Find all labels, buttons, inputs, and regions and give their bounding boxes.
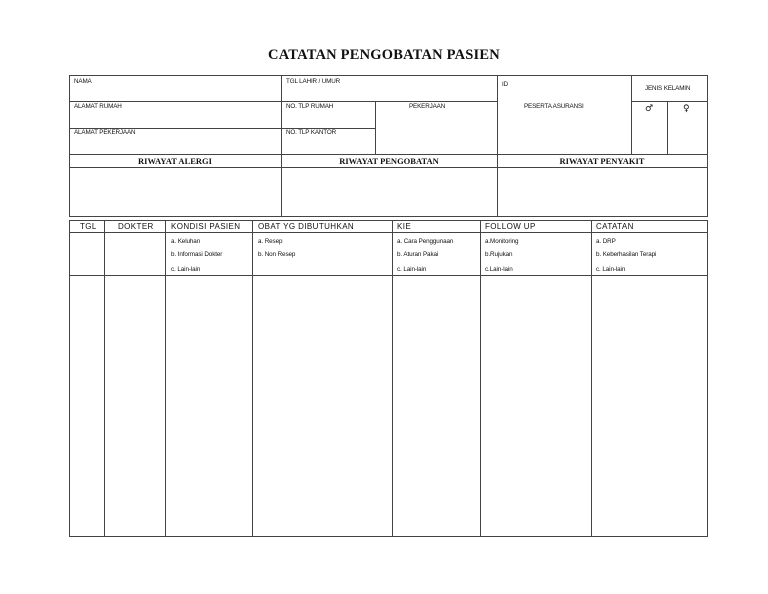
id-label: ID <box>502 81 508 88</box>
kondisi-option: a. Keluhan <box>171 238 201 245</box>
table-col-line-5 <box>480 220 481 537</box>
peserta-asuransi-label: PESERTA ASURANSI <box>524 103 584 110</box>
table-col-line-1 <box>104 220 105 537</box>
nama-label: NAMA <box>74 78 92 85</box>
tlp-kantor-label: NO. TLP KANTOR <box>286 129 337 136</box>
jenis-kelamin-label: JENIS KELAMIN <box>645 85 691 92</box>
col-header-catatan: CATATAN <box>596 222 634 231</box>
pekerjaan-label: PEKERJAAN <box>409 103 446 110</box>
followup-option: a.Monitoring <box>485 238 519 245</box>
female-icon: ♀ <box>683 104 690 114</box>
riwayat-alergi-header: RIWAYAT ALERGI <box>138 156 212 166</box>
tgl-lahir-label: TGL LAHIR / UMUR <box>286 78 341 85</box>
col-header-obat: OBAT YG DIBUTUHKAN <box>258 222 355 231</box>
obat-option: a. Resep <box>258 238 283 245</box>
catatan-option: a. DRP <box>596 238 616 245</box>
table-border-left <box>69 220 70 537</box>
male-icon: ♂ <box>645 104 654 114</box>
col-header-dokter: DOKTER <box>118 222 154 231</box>
table-col-line-6 <box>591 220 592 537</box>
kie-option: b. Aturan Pakai <box>397 251 439 258</box>
kondisi-option: b. Informasi Dokter <box>171 251 223 258</box>
table-col-line-4 <box>392 220 393 537</box>
table-col-line-3 <box>252 220 253 537</box>
alamat-pekerjaan-label: ALAMAT PEKERJAAN <box>74 129 136 136</box>
kie-option: a. Cara Penggunaan <box>397 238 454 245</box>
catatan-option: c. Lain-lain <box>596 266 626 273</box>
followup-option: c.Lain-lain <box>485 266 513 273</box>
obat-option: b. Non Resep <box>258 251 296 258</box>
kie-option: c. Lain-lain <box>397 266 427 273</box>
tlp-rumah-label: NO. TLP RUMAH <box>286 103 334 110</box>
riwayat-penyakit-header: RIWAYAT PENYAKIT <box>559 156 645 166</box>
col-header-tgl: TGL <box>80 222 97 231</box>
col-header-kie: KIE <box>397 222 412 231</box>
col-header-kondisi-pasien: KONDISI PASIEN <box>171 222 241 231</box>
form-title: CATATAN PENGOBATAN PASIEN <box>268 47 500 63</box>
followup-option: b.Rujukan <box>485 251 513 258</box>
table-col-line-2 <box>165 220 166 537</box>
alamat-rumah-label: ALAMAT RUMAH <box>74 103 122 110</box>
riwayat-pengobatan-header: RIWAYAT PENGOBATAN <box>339 156 439 166</box>
kondisi-option: c. Lain-lain <box>171 266 201 273</box>
table-border-right <box>707 220 708 537</box>
catatan-option: b. Keberhasilan Terapi <box>596 251 657 258</box>
col-header-follow-up: FOLLOW UP <box>485 222 536 231</box>
